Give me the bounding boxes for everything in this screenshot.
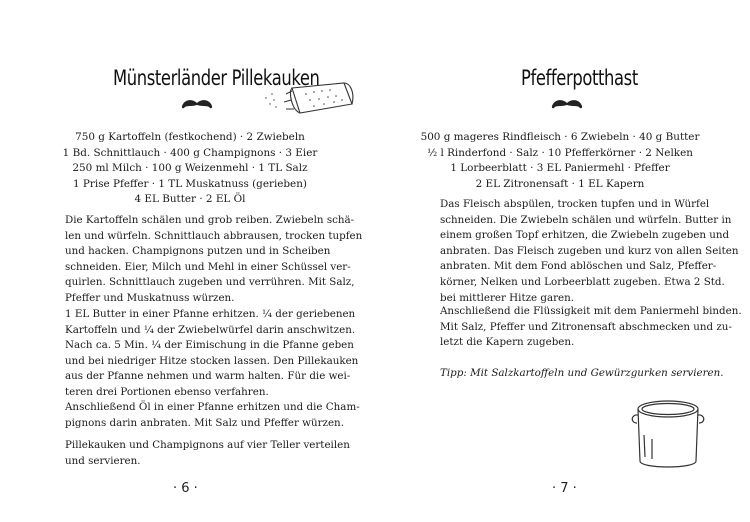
text-line: Anschließend Öl in einer Pfanne erhitzen und die Cham- [65,401,360,413]
text-line: schneiden. Die Zwiebeln schälen und würfeln. Butter in [440,213,732,226]
text-line: und bei niedriger Hitze stocken lassen. Den Pillekauken [65,354,359,367]
text-line: teren drei Portionen ebenso verfahren. [65,385,269,398]
instruction-paragraph [65,438,350,469]
ingredient-line: 250 ml Milch · 100 g Weizenmehl · 1 TL Salz [72,162,308,175]
page-number: · 7 · [552,481,577,496]
text-line: Die Kartoffeln schälen und grob reiben. Zwiebeln schä- [65,214,355,226]
text-line: und hacken. Champignons putzen und in Scheiben [65,245,331,258]
ingredient-line: 2 EL Zitronensaft · 1 EL Kapern [475,177,645,190]
instruction-paragraph [440,197,738,306]
text-line: Pillekauken und Champignons auf vier Teller verteilen [65,439,350,451]
text-line: Mit Salz, Pfeffer und Zitronensaft abschmecken und zu- [440,320,732,333]
recipe-title-left: Münsterländer Pillekauken [113,66,320,90]
ingredient-line: 4 EL Butter · 2 EL Öl [134,193,246,206]
text-line: pignons darin anbraten. Mit Salz und Pfeffer würzen. [65,416,344,429]
instruction-paragraph [65,213,362,307]
text-line: Pfeffer und Muskatnuss würzen. [65,291,235,304]
text-line: bei mittlerer Hitze garen. [440,291,575,304]
text-line: anbraten. Mit dem Fond ablöschen und Salz, Pfeffer- [440,260,717,273]
text-line: aus der Pfanne nehmen und warm halten. Für die wei- [65,370,351,383]
ingredient-line: ½ l Rinderfond · Salz · 10 Pfefferkörner · 2 Nelken [427,146,693,159]
instruction-paragraph [440,304,742,351]
mustache-icon [550,99,584,111]
salt-shaker-icon [262,80,357,120]
text-line: einem großen Topf erhitzen, die Zwiebeln zugeben und [440,229,730,242]
cooking-pot-icon [628,395,708,477]
ingredient-line: 750 g Kartoffeln (festkochend) · 2 Zwiebeln [75,131,305,143]
text-line: letzt die Kapern zugeben. [440,336,575,349]
text-line: Kartoffeln und ¼ der Zwiebelwürfel darin anschwitzen. [65,323,356,336]
ingredient-line: 1 Prise Pfeffer · 1 TL Muskatnuss (gerieben) [73,177,307,190]
text-line: schneiden. Eier, Milch und Mehl in einer Schüssel ver- [65,260,351,273]
ingredients-list-left [40,130,340,208]
instruction-paragraph [65,307,358,401]
page-number: · 6 · [173,481,198,496]
serving-tip: Tipp: Mit Salzkartoffeln und Gewürzgurken servieren. [440,367,724,379]
text-line: len und würfeln. Schnittlauch abbrausen, trocken tupfen [65,229,363,242]
text-line: und servieren. [65,454,141,467]
text-line: quirlen. Schnittlauch zugeben und verrühren. Mit Salz, [65,276,355,289]
text-line: körner, Nelken und Lorbeerblatt zugeben. Etwa 2 Std. [440,275,725,288]
text-line: anbraten. Das Fleisch zugeben und kurz von allen Seiten [440,244,739,257]
mustache-icon [180,99,214,111]
right-page [375,0,750,522]
ingredient-line: 1 Lorbeerblatt · 3 EL Paniermehl · Pfeffer [450,162,670,175]
ingredients-list-right [410,130,710,192]
recipe-title-right: Pfefferpotthast [521,66,638,90]
ingredient-line: 1 Bd. Schnittlauch · 400 g Champignons · 3 Eier [62,146,318,159]
text-line: Nach ca. 5 Min. ¼ der Eimischung in die Pfanne geben [65,339,354,352]
instruction-paragraph [65,400,360,431]
text-line: Anschließend die Flüssigkeit mit dem Paniermehl binden. [440,305,742,317]
ingredient-line: 500 g mageres Rindfleisch · 6 Zwiebeln · 40 g Butter [420,131,700,143]
text-line: Das Fleisch abspülen, trocken tupfen und in Würfel [440,198,710,210]
text-line: 1 EL Butter in einer Pfanne erhitzen. ¼ der geriebenen [65,308,356,320]
